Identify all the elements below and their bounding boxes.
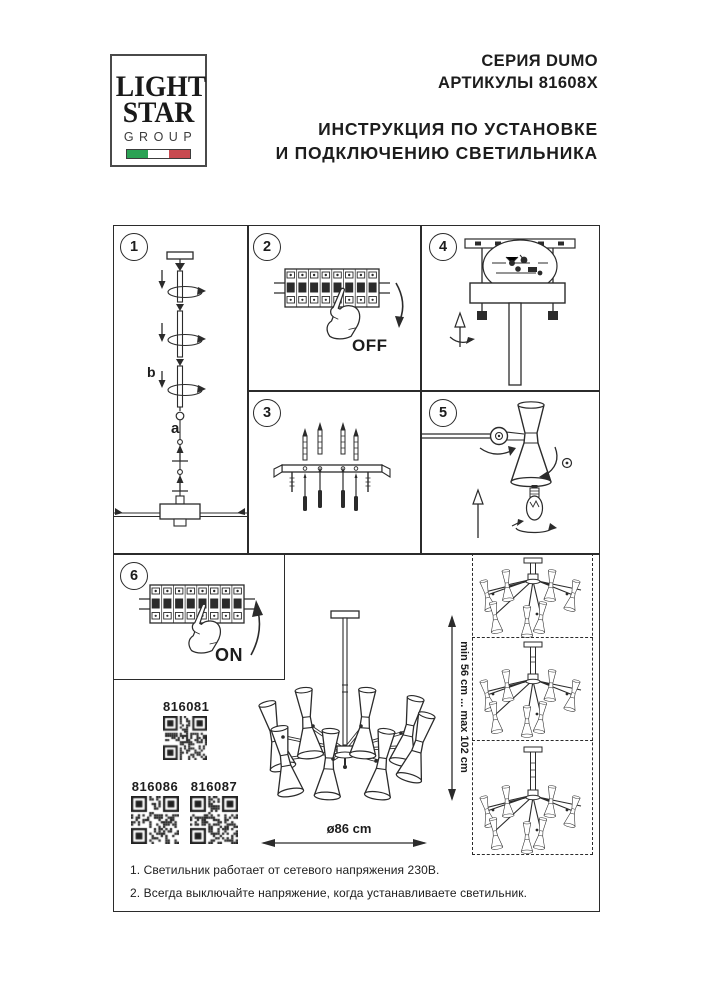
height-dimension-label: min 56 cm ... max 102 cm xyxy=(458,641,470,773)
articles-number: АРТИКУЛЫ 81608X xyxy=(438,74,598,92)
lightstar-logo xyxy=(110,54,207,167)
step1-rod-assembly-diagram xyxy=(113,225,247,553)
diameter-dimension-label: ø86 cm xyxy=(326,821,372,836)
variant-short xyxy=(478,558,583,637)
diameter-dimension-arrow xyxy=(261,839,427,847)
document-header xyxy=(258,50,598,165)
step3-number: 3 xyxy=(253,399,281,427)
off-label: OFF xyxy=(352,336,388,355)
step6-number: 6 xyxy=(120,562,148,590)
article-label-816086: 816086 xyxy=(131,779,179,794)
title-line-1: ИНСТРУКЦИЯ ПО УСТАНОВКЕ xyxy=(318,119,598,139)
qr-code-816086 xyxy=(131,796,179,844)
article-label-816081: 816081 xyxy=(163,699,210,714)
logo-word-group: GROUP xyxy=(123,130,198,144)
logo-word-star: STAR xyxy=(122,96,195,129)
wire-label-a: a xyxy=(171,420,180,437)
flag-white xyxy=(148,150,169,158)
step1-number: 1 xyxy=(120,233,148,261)
title-line-2: И ПОДКЛЮЧЕНИЮ СВЕТИЛЬНИКА xyxy=(275,142,598,163)
article-label-816087: 816087 xyxy=(190,779,238,794)
qr-code-816081 xyxy=(163,716,207,760)
step4-number: 4 xyxy=(429,233,457,261)
note-line-2: 2. Всегда выключайте напряжение, когда устанавливаете светильник. xyxy=(130,885,528,900)
footer-notes xyxy=(130,859,592,904)
breaker-panel-drawing xyxy=(274,269,390,307)
step2-number: 2 xyxy=(253,233,281,261)
qr-code-816087 xyxy=(190,796,238,844)
height-variants-column xyxy=(472,553,593,855)
variant-long xyxy=(478,747,583,853)
flag-green xyxy=(127,150,148,158)
variant-medium xyxy=(478,642,583,737)
mounting-bracket-drawing xyxy=(274,465,390,492)
document-title xyxy=(258,118,598,165)
flag-red xyxy=(169,150,190,158)
height-dimension-arrow xyxy=(448,615,456,801)
italian-flag-bar xyxy=(126,149,191,159)
chandelier-dimension-drawing xyxy=(255,585,470,860)
note-line-1: 1. Светильник работает от сетевого напряжения 230В. xyxy=(130,863,440,877)
logo-word-light: LIGHT xyxy=(115,70,207,103)
series-name: СЕРИЯ DUMO xyxy=(481,52,598,70)
step5-number: 5 xyxy=(429,399,457,427)
rod-label-b: b xyxy=(147,364,156,380)
on-label: ON xyxy=(215,645,243,665)
